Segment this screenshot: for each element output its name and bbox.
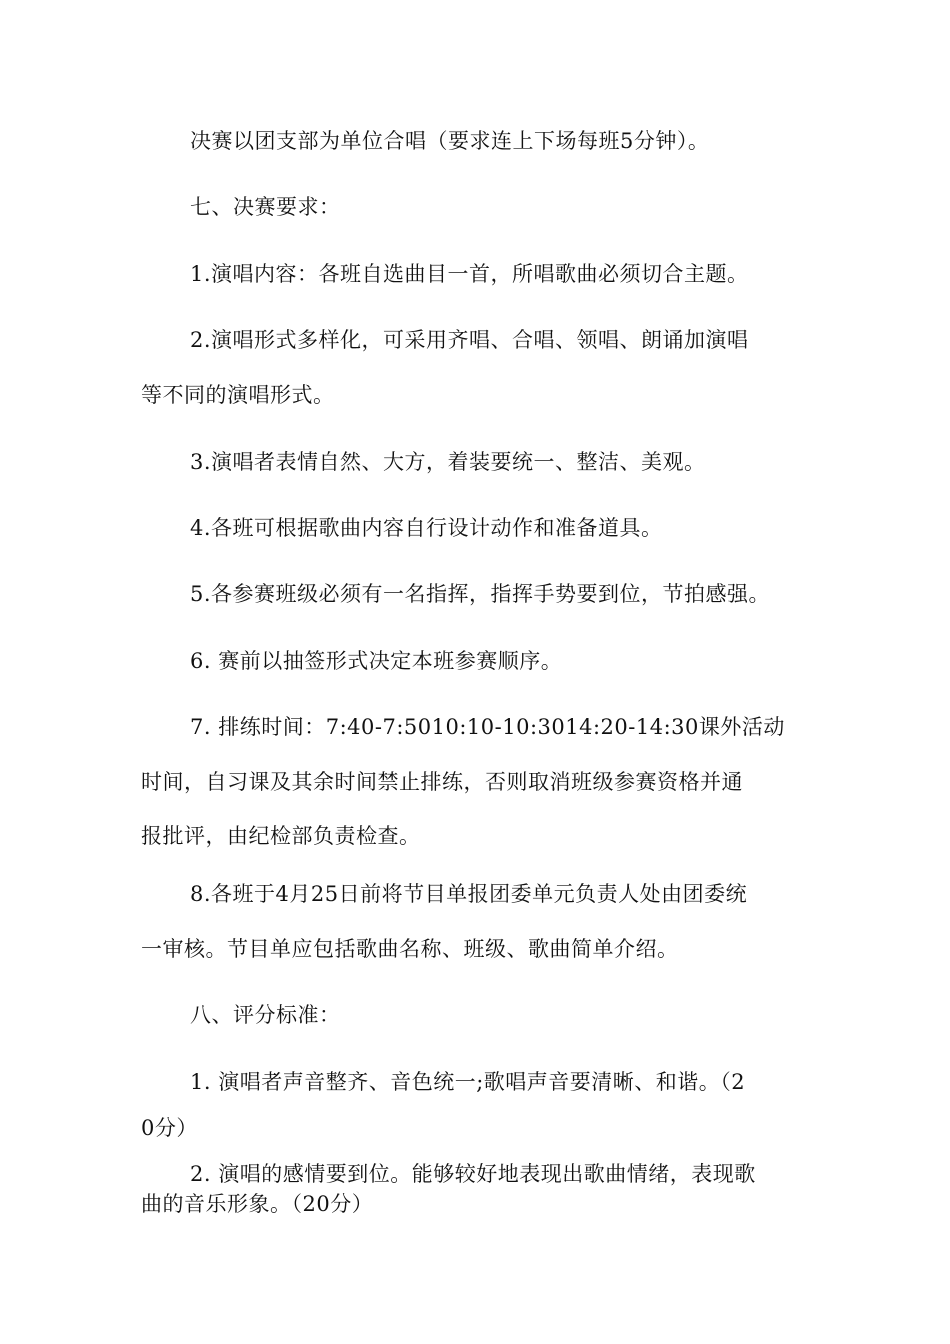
requirement-6: 6. 赛前以抽签形式决定本班参赛顺序。	[190, 649, 563, 673]
paragraph-final-format: 决赛以团支部为单位合唱（要求连上下场每班5分钟）。	[190, 129, 710, 153]
criterion-1-line-2: 0分）	[141, 1116, 198, 1140]
requirement-8-line-1: 8.各班于4月25日前将节目单报团委单元负责人处由团委统	[190, 882, 748, 906]
criterion-1-line-1: 1. 演唱者声音整齐、音色统一;歌唱声音要清晰、和谐。（2	[190, 1070, 746, 1094]
requirement-7-line-3: 报批评，由纪检部负责检查。	[141, 824, 421, 848]
requirement-8-line-2: 一审核。节目单应包括歌曲名称、班级、歌曲简单介绍。	[141, 937, 679, 961]
requirement-7-line-1: 7. 排练时间：7:40-7:5010:10-10:3014:20-14:30课外活动	[190, 715, 785, 739]
requirement-1: 1.演唱内容：各班自选曲目一首，所唱歌曲必须切合主题。	[190, 262, 749, 286]
requirement-7-line-2: 时间，自习课及其余时间禁止排练，否则取消班级参赛资格并通	[141, 770, 743, 794]
section-heading-scoring-criteria: 八、评分标准：	[190, 1003, 341, 1027]
criterion-2-line-2: 曲的音乐形象。（20分）	[141, 1192, 374, 1216]
requirement-2-line-1: 2.演唱形式多样化，可采用齐唱、合唱、领唱、朗诵加演唱	[190, 328, 749, 352]
requirement-2-line-2: 等不同的演唱形式。	[141, 383, 335, 407]
requirement-3: 3.演唱者表情自然、大方，着装要统一、整洁、美观。	[190, 450, 706, 474]
criterion-2-line-1: 2. 演唱的感情要到位。能够较好地表现出歌曲情绪，表现歌	[190, 1162, 756, 1186]
requirement-5: 5.各参赛班级必须有一名指挥，指挥手势要到位，节拍感强。	[190, 582, 771, 606]
requirement-4: 4.各班可根据歌曲内容自行设计动作和准备道具。	[190, 516, 663, 540]
section-heading-final-requirements: 七、决赛要求：	[190, 195, 341, 219]
